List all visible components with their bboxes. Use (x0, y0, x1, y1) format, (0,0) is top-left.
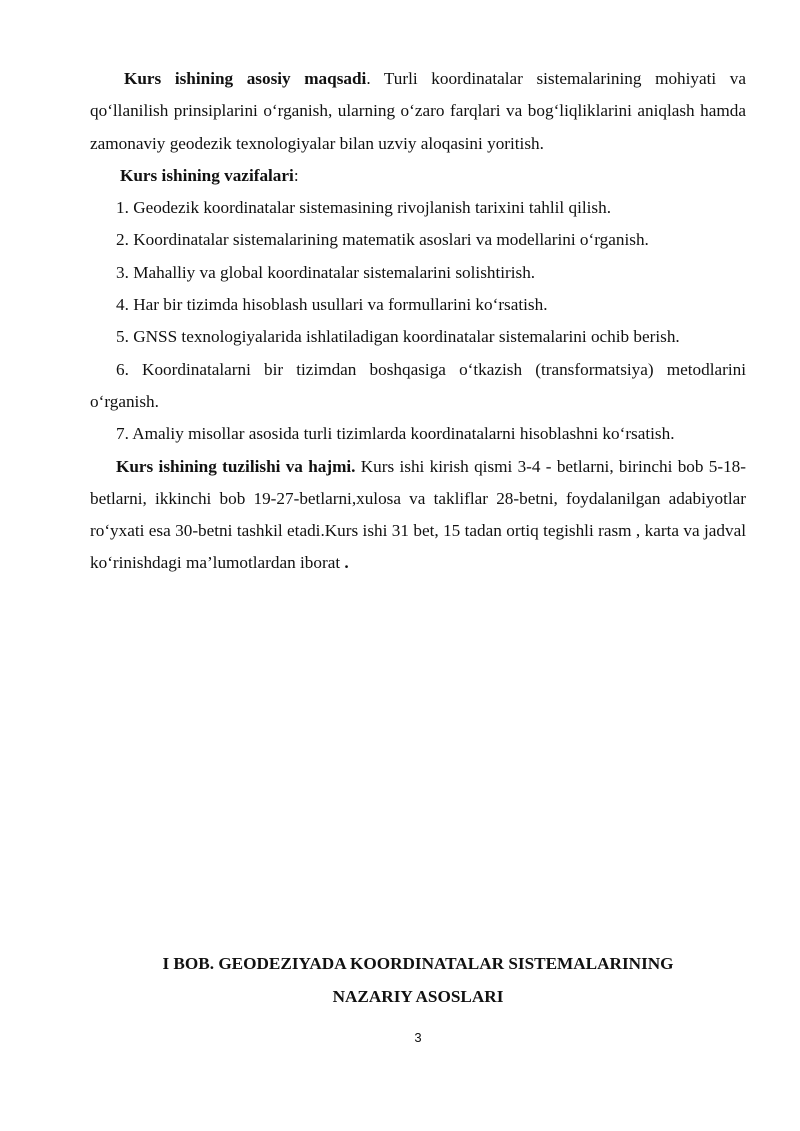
structure-end: . (344, 553, 349, 573)
task-item-3: 3. Mahalliy va global koordinatalar sistemalarini solishtirish. (116, 262, 536, 282)
page-number: 3 (414, 1030, 422, 1045)
task-item-5: 5. GNSS texnologiyalarida ishlatiladigan koordinatalar sistemalarini ochib berish. (116, 327, 680, 347)
tasks-heading-line (90, 160, 746, 192)
task-item-1: 1. Geodezik koordinatalar sistemasining rivojlanish tarixini tahlil qilish. (116, 198, 612, 218)
tasks-heading: Kurs ishining vazifalari (120, 165, 294, 185)
structure-heading: Kurs ishining tuzilishi va hajmi. (116, 456, 356, 476)
structure-text: Kurs ishi kirish qismi 3-4 - betlarni, birinchi bob 5-18-betlarni, ikkinchi bob 19-27-betlarni,xulosa va takliflar 28-betni, foydalanilgan adabiyotlar ro‘yxati esa 30-betni tashkil etadi.Kurs ishi 31 bet, 15 tadan ortiq tegishli rasm , karta va jadval ko‘rinishdagi ma’lumotlardan iborat (90, 456, 747, 573)
task-item-2: 2. Koordinatalar sistemalarining matematik asoslari va modellarini o‘rganish. (116, 230, 649, 250)
body-text (90, 63, 746, 580)
structure-paragraph (90, 451, 746, 580)
goal-paragraph (90, 63, 746, 160)
task-item-7: 7. Amaliy misollar asosida turli tizimlarda koordinatalarni hisoblashni ko‘rsatish. (116, 424, 675, 444)
chapter-title-line-2: NAZARIY ASOSLARI (332, 986, 504, 1006)
chapter-title-line-1: I BOB. GEODEZIYADA KOORDINATALAR SISTEMALARINING (162, 954, 674, 973)
task-item-4: 4. Har bir tizimda hisoblash usullari va formullarini ko‘rsatish. (116, 295, 548, 315)
chapter-title (90, 948, 746, 1013)
task-item-6: 6. Koordinatalarni bir tizimdan boshqasiga o‘tkazish (transformatsiya) metodlarini o‘rganish. (90, 359, 746, 411)
goal-text: . Turli koordinatalar sistemalarining mohiyati va qo‘llanilish prinsiplarini o‘rganish, ularning o‘zaro farqlari va bog‘liqliklarini aniqlash hamda zamonaviy geodezik texnologiyalar bilan uzviy aloqasini yoritish. (90, 69, 746, 153)
goal-heading: Kurs ishining asosiy maqsadi (124, 69, 367, 88)
tasks-colon: : (293, 165, 299, 185)
